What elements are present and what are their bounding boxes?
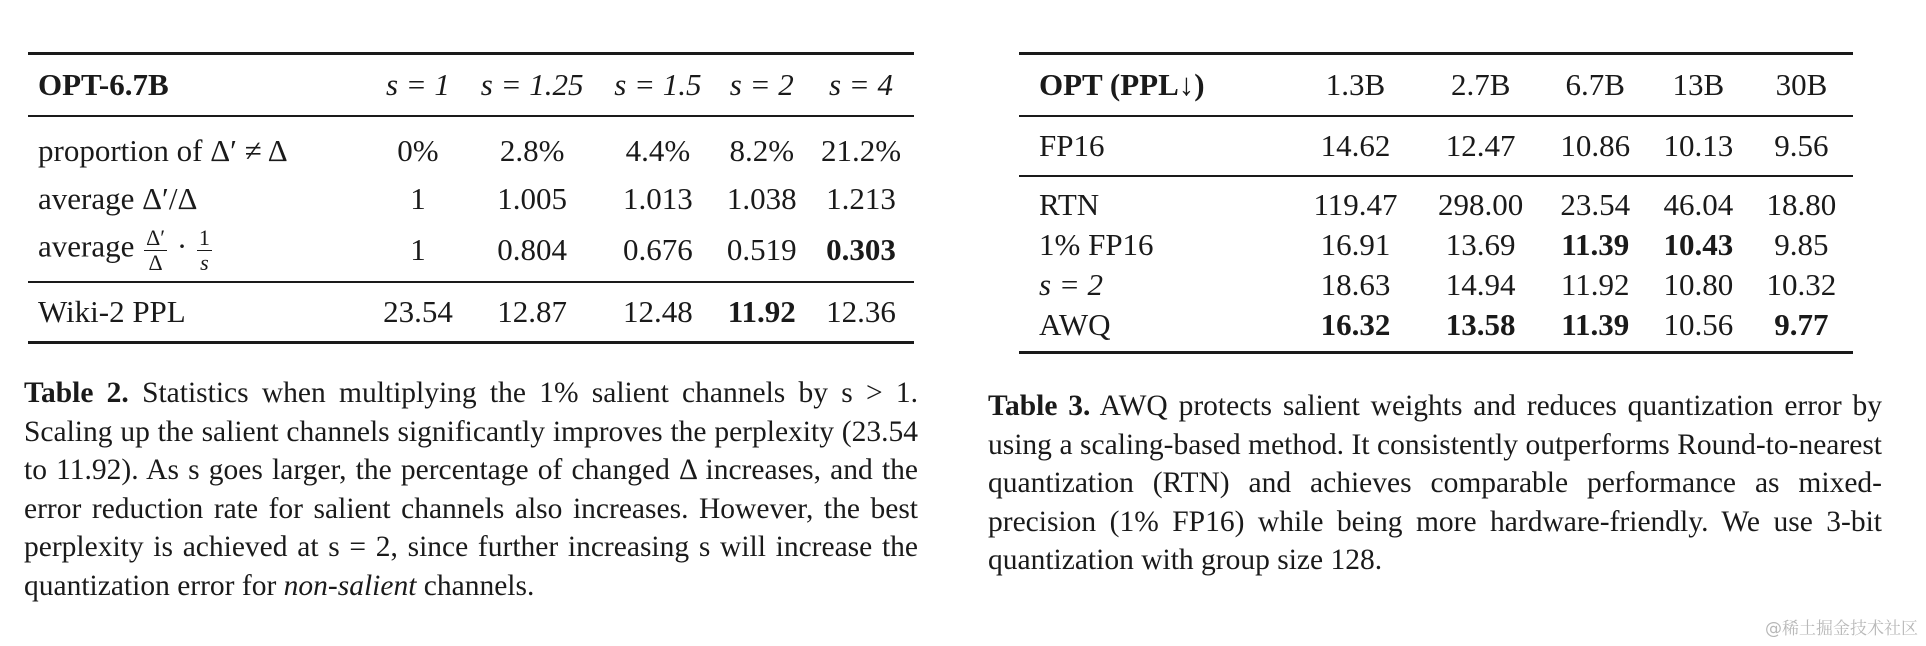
table-2-col-header: s = 1 bbox=[372, 54, 464, 117]
table-cell: 2.8% bbox=[464, 116, 600, 175]
table-cell: 18.63 bbox=[1320, 267, 1391, 302]
table-row bbox=[1019, 265, 1853, 305]
table-cell: 14.94 bbox=[1445, 267, 1516, 302]
table-cell: 10.86 bbox=[1544, 116, 1647, 176]
table-cell: 16.91 bbox=[1320, 227, 1391, 262]
fraction-denominator: s bbox=[200, 249, 209, 275]
table-cell-best: 11.39 bbox=[1544, 305, 1647, 353]
table-cell: 1 bbox=[410, 181, 426, 216]
table-cell: 18.80 bbox=[1750, 176, 1853, 225]
row-label: average Δ′/Δ bbox=[38, 181, 198, 216]
row-label: s = 2 bbox=[1039, 267, 1103, 302]
table-cell: 0% bbox=[372, 116, 464, 175]
table-2 bbox=[28, 52, 914, 344]
caption-body: Statistics when multiplying the 1% salient channels by s > 1. Scaling up the salient channels significantly improves the perplexity (23.54 to 11.92). As s goes larger, the percentage of changed Δ increases, and the error reduction rate for salient channels also increases. However, the best perplexity is achieved at s = 2, since further increasing s will increase the quantization error for bbox=[24, 377, 919, 602]
table-cell: 13.69 bbox=[1445, 227, 1516, 262]
table-cell-best: 13.58 bbox=[1418, 305, 1544, 353]
row-label-prefix: average bbox=[38, 229, 135, 265]
table-row bbox=[28, 223, 914, 282]
table-cell: 11.92 bbox=[1560, 267, 1630, 302]
table-row-fp16 bbox=[1019, 116, 1853, 176]
table-cell: 0.519 bbox=[726, 232, 797, 267]
table-cell: 23.54 bbox=[372, 282, 464, 343]
table-cell: 23.54 bbox=[1544, 176, 1647, 225]
table-2-col-header: s = 2 bbox=[716, 54, 808, 117]
table-cell: 1.038 bbox=[726, 181, 797, 216]
table-3-col-header: 1.3B bbox=[1293, 54, 1417, 117]
table-cell: 9.56 bbox=[1750, 116, 1853, 176]
table-row-ppl bbox=[28, 282, 914, 343]
table-row-awq bbox=[1019, 305, 1853, 353]
fraction-inverse-s bbox=[197, 226, 212, 273]
table-cell: 21.2% bbox=[808, 116, 914, 175]
table-3-col-header: 2.7B bbox=[1418, 54, 1544, 117]
table-cell: 298.00 bbox=[1418, 176, 1544, 225]
table-cell: 8.2% bbox=[716, 116, 808, 175]
watermark: @稀土掘金技术社区 bbox=[1765, 619, 1918, 639]
row-label: FP16 bbox=[1019, 116, 1293, 176]
row-label: proportion of Δ′ ≠ Δ bbox=[28, 116, 372, 175]
table-2-col-header: s = 4 bbox=[808, 54, 914, 117]
table-cell-best: 11.39 bbox=[1561, 227, 1630, 262]
table-cell: 10.13 bbox=[1647, 116, 1750, 176]
table-cell: 46.04 bbox=[1647, 176, 1750, 225]
table-3-col-header: 6.7B bbox=[1544, 54, 1647, 117]
table-3-col-header: 13B bbox=[1647, 54, 1750, 117]
table-cell: 9.85 bbox=[1774, 227, 1829, 262]
row-label: RTN bbox=[1019, 176, 1293, 225]
table-cell: 12.48 bbox=[600, 282, 715, 343]
table-3 bbox=[1019, 52, 1853, 354]
caption-title: Table 3. bbox=[988, 390, 1091, 422]
table-cell: 10.32 bbox=[1766, 267, 1837, 302]
fraction-numerator: 1 bbox=[198, 225, 210, 251]
table-cell: 14.62 bbox=[1293, 116, 1417, 176]
table-3-col-header: 30B bbox=[1750, 54, 1853, 117]
table-2-caption bbox=[24, 374, 918, 605]
table-cell-best: 9.77 bbox=[1750, 305, 1853, 353]
table-row bbox=[28, 116, 914, 175]
table-cell-best: 0.303 bbox=[826, 232, 896, 267]
table-cell: 119.47 bbox=[1293, 176, 1417, 225]
table-cell: 1 bbox=[410, 232, 426, 267]
row-label: 1% FP16 bbox=[1039, 227, 1154, 262]
row-label bbox=[28, 223, 372, 282]
table-cell: 10.56 bbox=[1647, 305, 1750, 353]
caption-emphasis: non-salient bbox=[283, 569, 417, 602]
table-cell-best: 10.43 bbox=[1663, 227, 1734, 262]
table-3-header-row bbox=[1019, 54, 1853, 117]
fraction-numerator: Δ′ bbox=[146, 225, 166, 251]
table-row bbox=[1019, 225, 1853, 265]
caption-tail: channels. bbox=[423, 569, 535, 602]
caption-body: AWQ protects salient weights and reduces quantization error by using a scaling-based method. It consistently outperforms Round-to-nearest quantization (RTN) and achieves comparable performance as mixed-precision (1% FP16) while being more hardware-friendly. We use 3-bit quantization with group size 128. bbox=[988, 390, 1883, 576]
table-cell: 4.4% bbox=[600, 116, 715, 175]
table-row bbox=[28, 175, 914, 223]
table-cell: 12.47 bbox=[1418, 116, 1544, 176]
table-cell: 12.87 bbox=[464, 282, 600, 343]
table-cell: 12.36 bbox=[808, 282, 914, 343]
table-cell-best: 16.32 bbox=[1293, 305, 1417, 353]
table-row bbox=[1019, 176, 1853, 225]
fraction-denominator: Δ bbox=[148, 249, 163, 275]
table-2-col-header: s = 1.25 bbox=[464, 54, 600, 117]
table-cell: 1.213 bbox=[826, 181, 896, 216]
fraction-delta bbox=[144, 226, 167, 273]
table-cell: 0.676 bbox=[622, 232, 693, 267]
table-3-caption bbox=[988, 387, 1882, 580]
dot-operator: · bbox=[176, 229, 188, 265]
table-cell: 1.005 bbox=[497, 181, 567, 216]
table-cell: 0.804 bbox=[497, 232, 567, 267]
table-cell: 1.013 bbox=[622, 181, 693, 216]
row-label: Wiki-2 PPL bbox=[28, 282, 372, 343]
table-2-model-name: OPT-6.7B bbox=[28, 54, 372, 117]
table-3-model-name: OPT (PPL↓) bbox=[1019, 54, 1293, 117]
table-cell-best: 11.92 bbox=[716, 282, 808, 343]
table-2-col-header: s = 1.5 bbox=[600, 54, 715, 117]
table-cell: 10.80 bbox=[1663, 267, 1734, 302]
caption-title: Table 2. bbox=[24, 377, 129, 409]
row-label: AWQ bbox=[1019, 305, 1293, 353]
table-2-header-row bbox=[28, 54, 914, 117]
